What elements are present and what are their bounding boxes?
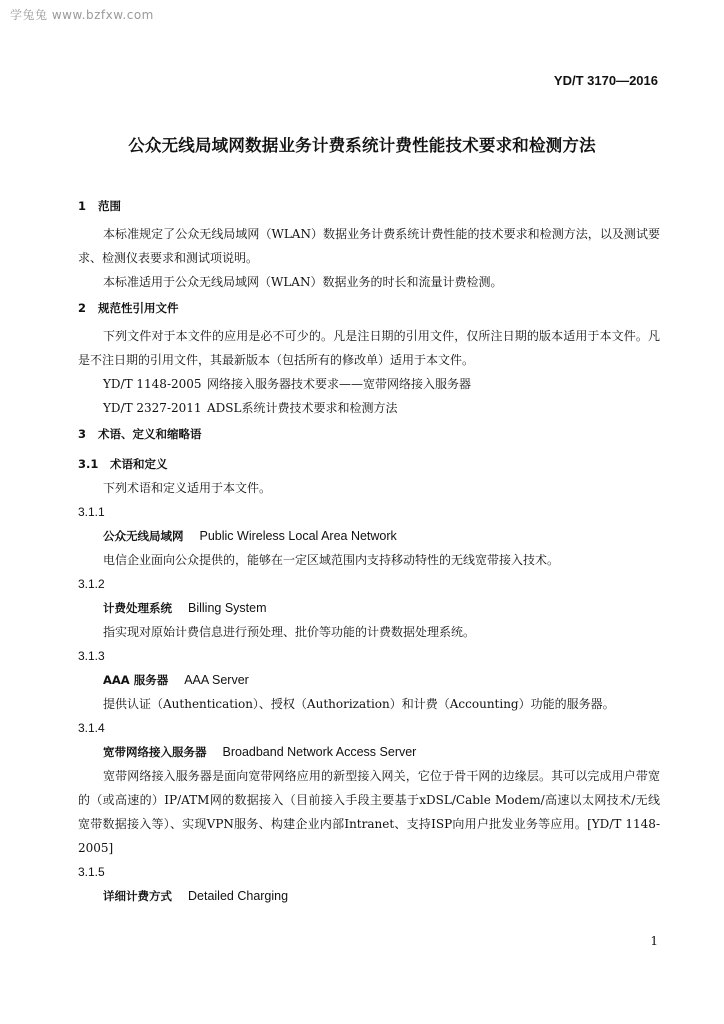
term-number: 3.1.1 bbox=[78, 505, 105, 519]
section-3-heading bbox=[78, 422, 660, 446]
term-chinese: AAA 服务器 bbox=[103, 673, 169, 687]
paragraph: 下列文件对于本文件的应用是必不可少的。凡是注日期的引用文件，仅所注日期的版本适用于本文件。凡是不注日期的引用文件，其最新版本（包括所有的修改单）适用于本文件。 bbox=[78, 329, 660, 367]
term-entry bbox=[78, 884, 660, 908]
term-entry bbox=[78, 740, 660, 764]
term-chinese: 详细计费方式 bbox=[103, 889, 172, 903]
watermark: 学兔兔 www.bzfxw.com bbox=[10, 8, 154, 22]
term-chinese: 宽带网络接入服务器 bbox=[103, 745, 207, 759]
document-body bbox=[78, 192, 660, 908]
term-english: Detailed Charging bbox=[188, 889, 289, 903]
term-number: 3.1.3 bbox=[78, 649, 105, 663]
term-chinese: 公众无线局域网 bbox=[103, 529, 184, 543]
paragraph: 下列术语和定义适用于本文件。 bbox=[103, 481, 272, 495]
term-definition: 宽带网络接入服务器是面向宽带网络应用的新型接入网关，它位于骨干网的边缘层。其可以完成用户带宽的（或高速的）IP/ATM网的数据接入（目前接入手段主要基于xDSL/Cable Modem/高速以太网技术/无线宽带数据接入等）、实现VPN服务、构建企业内部Intranet、支持ISP向用户批发业务等应用。[YD/T 1148-2005] bbox=[78, 769, 660, 855]
reference-title: 网络接入服务器技术要求——宽带网络接入服务器 bbox=[207, 377, 472, 391]
reference-title: ADSL系统计费技术要求和检测方法 bbox=[207, 401, 398, 415]
normative-reference bbox=[78, 372, 660, 396]
subsection-3-1-heading bbox=[78, 452, 660, 476]
reference-code: YD/T 2327-2011 bbox=[103, 401, 202, 415]
term-english: Broadband Network Access Server bbox=[222, 745, 417, 759]
term-definition: 电信企业面向公众提供的，能够在一定区域范围内支持移动特性的无线宽带接入技术。 bbox=[103, 553, 560, 567]
section-number: 3 bbox=[78, 427, 87, 441]
paragraph: 本标准适用于公众无线局域网（WLAN）数据业务的时长和流量计费检测。 bbox=[103, 275, 503, 289]
section-1-heading bbox=[78, 194, 660, 218]
section-title: 规范性引用文件 bbox=[98, 301, 179, 315]
section-number: 2 bbox=[78, 301, 87, 315]
normative-reference bbox=[78, 396, 660, 420]
term-number: 3.1.2 bbox=[78, 577, 105, 591]
subsection-number: 3.1 bbox=[78, 457, 99, 471]
term-english: Billing System bbox=[188, 601, 267, 615]
term-entry bbox=[78, 524, 660, 548]
reference-code: YD/T 1148-2005 bbox=[103, 377, 202, 391]
term-entry bbox=[78, 668, 660, 692]
subsection-title: 术语和定义 bbox=[110, 457, 168, 471]
section-2-heading bbox=[78, 296, 660, 320]
term-number: 3.1.5 bbox=[78, 865, 105, 879]
term-definition: 指实现对原始计费信息进行预处理、批价等功能的计费数据处理系统。 bbox=[103, 625, 476, 639]
term-english: AAA Server bbox=[184, 673, 249, 687]
term-chinese: 计费处理系统 bbox=[103, 601, 172, 615]
section-number: 1 bbox=[78, 199, 87, 213]
term-entry bbox=[78, 596, 660, 620]
section-title: 范围 bbox=[98, 199, 121, 213]
term-number: 3.1.4 bbox=[78, 721, 105, 735]
page-number: 1 bbox=[650, 934, 658, 948]
term-english: Public Wireless Local Area Network bbox=[199, 529, 397, 543]
document-title: 公众无线局域网数据业务计费系统计费性能技术要求和检测方法 bbox=[128, 136, 596, 155]
section-title: 术语、定义和缩略语 bbox=[98, 427, 202, 441]
standard-number: YD/T 3170—2016 bbox=[553, 73, 658, 88]
term-definition: 提供认证（Authentication）、授权（Authorization）和计费（Accounting）功能的服务器。 bbox=[103, 697, 615, 711]
paragraph: 本标准规定了公众无线局域网（WLAN）数据业务计费系统计费性能的技术要求和检测方法，以及测试要求、检测仪表要求和测试项说明。 bbox=[78, 227, 660, 265]
